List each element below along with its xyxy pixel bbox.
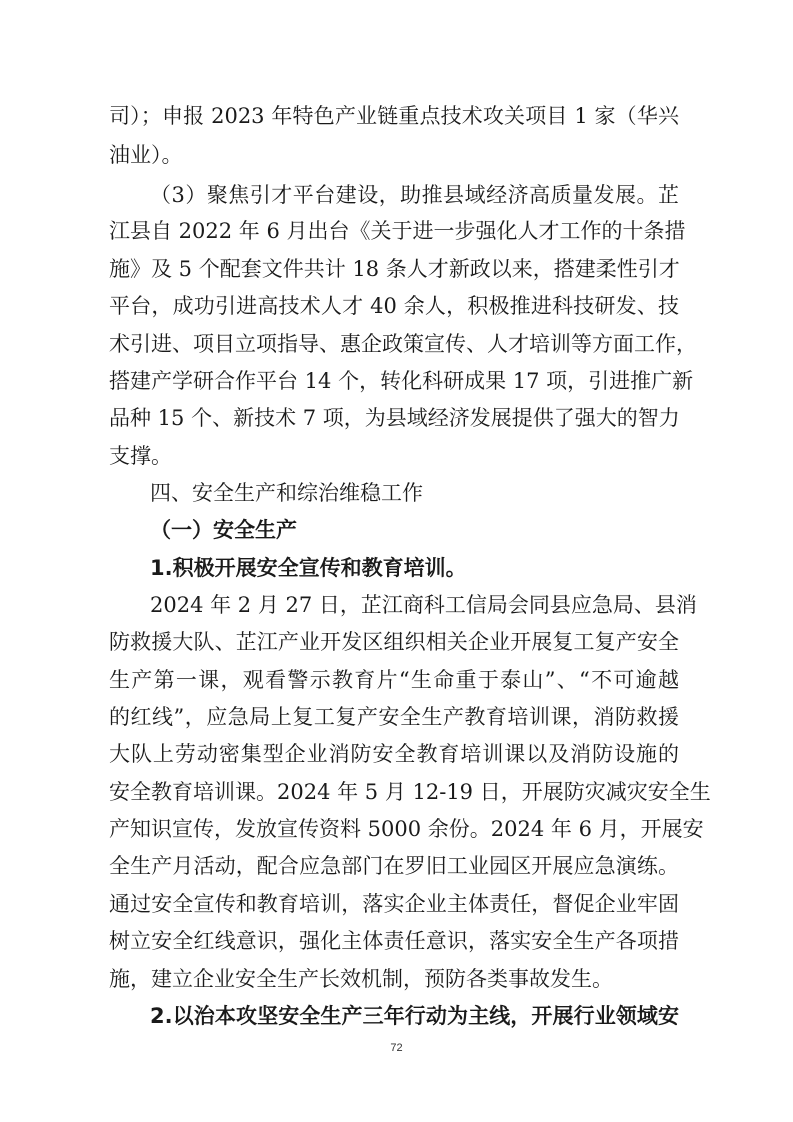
paragraph-line: 支撑。 [109, 444, 172, 468]
paragraph-line: 防救援大队、芷江产业开发区组织相关企业开展复工复产安全 [109, 630, 679, 654]
subsection-heading: （一）安全生产 [150, 518, 297, 542]
paragraph-line: 施》及 5 个配套文件共计 18 条人才新政以来，搭建柔性引才 [109, 257, 680, 281]
paragraph-line: 搭建产学研合作平台 14 个，转化科研成果 17 项，引进推广新 [109, 369, 694, 393]
paragraph-line: 的红线”，应急局上复工复产安全生产教育培训课，消防救援 [109, 705, 679, 729]
paragraph-line: 树立安全红线意识，强化主体责任意识，落实安全生产各项措 [109, 929, 679, 953]
paragraph-line: 全生产月活动，配合应急部门在罗旧工业园区开展应急演练。 [109, 854, 679, 878]
paragraph-line: 油业）。 [109, 143, 183, 167]
paragraph-line: 产知识宣传，发放宣传资料 5000 余份。2024 年 6 月，开展安 [109, 817, 704, 841]
paragraph-line: 安全教育培训课。2024 年 5 月 12-19 日，开展防灾减灾安全生 [109, 780, 711, 804]
paragraph-line: （3）聚焦引才平台建设，助推县域经济高质量发展。芷 [150, 183, 679, 207]
paragraph-line: 术引进、项目立项指导、惠企政策宣传、人才培训等方面工作， [109, 332, 697, 356]
paragraph-line: 大队上劳动密集型企业消防安全教育培训课以及消防设施的 [109, 742, 679, 766]
paragraph-line: 2024 年 2 月 27 日，芷江商科工信局会同县应急局、县消 [150, 593, 697, 617]
paragraph-line: 江县自 2022 年 6 月出台《关于进一步强化人才工作的十条措 [109, 219, 686, 243]
paragraph-line: 通过安全宣传和教育培训，落实企业主体责任，督促企业牢固 [109, 892, 679, 916]
paragraph-line: 平台，成功引进高技术人才 40 余人，积极推进科技研发、技 [109, 294, 679, 318]
paragraph-line: 品种 15 个、新技术 7 项，为县域经济发展提供了强大的智力 [109, 406, 680, 430]
paragraph-line: 施，建立企业安全生产长效机制，预防各类事故发生。 [109, 967, 613, 991]
paragraph-line: 生产第一课，观看警示教育片“生命重于泰山”、“不可逾越 [109, 668, 679, 692]
item-heading: 2.以治本攻坚安全生产三年行动为主线，开展行业领域安 [150, 1004, 679, 1028]
paragraph-line: 司）；申报 2023 年特色产业链重点技术攻关项目 1 家（华兴 [109, 104, 679, 128]
section-heading: 四、安全生产和综治维稳工作 [150, 481, 423, 505]
item-heading: 1.积极开展安全宣传和教育培训。 [150, 556, 467, 580]
page-number: 72 [390, 1042, 403, 1054]
